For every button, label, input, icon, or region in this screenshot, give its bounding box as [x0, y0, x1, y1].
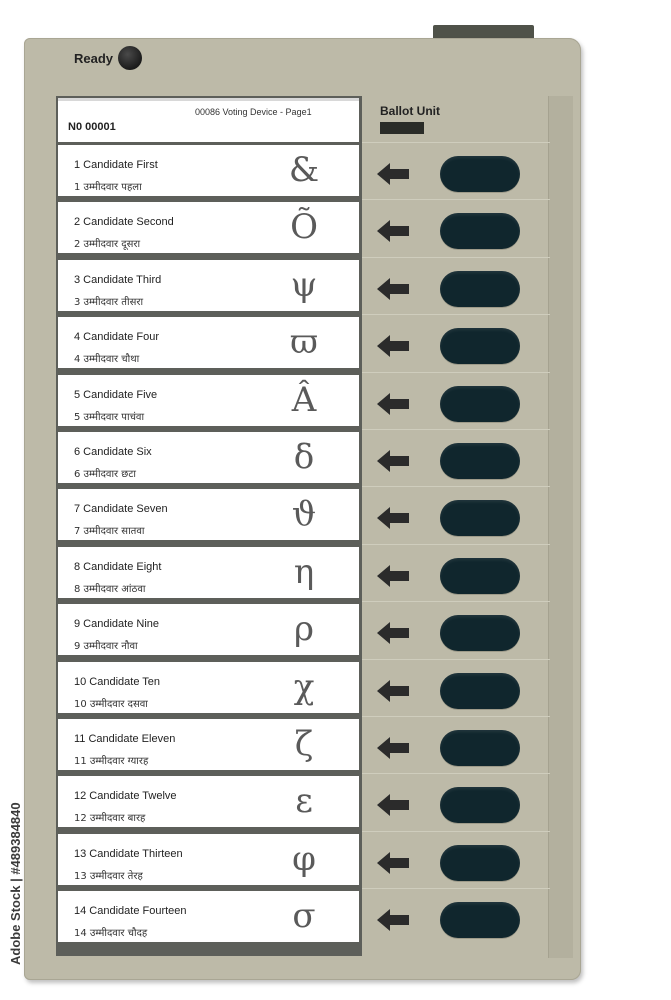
arrow-left-icon: [377, 335, 409, 357]
ready-label: Ready: [74, 51, 114, 66]
arrow-left-icon: [377, 507, 409, 529]
vote-button[interactable]: [440, 730, 520, 766]
ballot-unit-indicator: [380, 122, 424, 134]
candidate-card: [58, 260, 359, 311]
row-divider: [362, 486, 550, 487]
candidate-name-hindi: 10 उम्मीदवार दसवा: [74, 699, 148, 710]
party-symbol: ϖ: [290, 322, 318, 362]
vote-button[interactable]: [440, 500, 520, 536]
row-divider: [362, 142, 550, 143]
row-divider: [362, 888, 550, 889]
candidate-name-hindi: 2 उम्मीदवार दूसरा: [74, 239, 141, 250]
arrow-left-icon: [377, 737, 409, 759]
vote-button[interactable]: [440, 787, 520, 823]
row-divider: [362, 372, 550, 373]
arrow-left-icon: [377, 278, 409, 300]
candidate-name-hindi: 8 उम्मीदवार आंठवा: [74, 584, 146, 595]
row-divider: [362, 773, 550, 774]
candidate-card: [58, 489, 359, 540]
candidate-card: [58, 604, 359, 655]
party-symbol: φ: [292, 839, 316, 879]
arrow-left-icon: [377, 852, 409, 874]
arrow-left-icon: [377, 909, 409, 931]
vote-button[interactable]: [440, 558, 520, 594]
candidate-name-hindi: 7 उम्मीदवार सातवा: [74, 526, 145, 537]
candidate-name: 11 Candidate Eleven: [74, 733, 176, 745]
arrow-left-icon: [377, 622, 409, 644]
party-symbol: &: [288, 150, 320, 190]
candidate-card: [58, 719, 359, 770]
candidate-card: [58, 547, 359, 598]
row-divider: [362, 659, 550, 660]
party-symbol: ε: [295, 781, 313, 821]
vote-button[interactable]: [440, 156, 520, 192]
row-divider: [362, 257, 550, 258]
device-right-rail: [548, 96, 573, 958]
candidate-name-hindi: 9 उम्मीदवार नौवा: [74, 641, 138, 652]
row-divider: [362, 601, 550, 602]
vote-button[interactable]: [440, 213, 520, 249]
candidate-name: 5 Candidate Five: [74, 389, 158, 401]
party-symbol: Õ: [290, 207, 318, 247]
candidate-card: [58, 891, 359, 942]
arrow-left-icon: [377, 163, 409, 185]
candidate-name-hindi: 14 उम्मीदवार चौदह: [74, 928, 148, 939]
candidate-name: 6 Candidate Six: [74, 446, 152, 458]
party-symbol: η: [293, 552, 315, 592]
vote-button[interactable]: [440, 673, 520, 709]
candidate-name: 14 Candidate Fourteen: [74, 905, 187, 917]
candidate-name-hindi: 11 उम्मीदवार ग्यारह: [74, 756, 149, 767]
arrow-left-icon: [377, 220, 409, 242]
candidate-name: 9 Candidate Nine: [74, 618, 160, 630]
candidate-name: 3 Candidate Third: [74, 274, 162, 286]
candidate-name-hindi: 4 उम्मीदवार चौथा: [74, 354, 140, 365]
candidate-name-hindi: 3 उम्मीदवार तीसरा: [74, 297, 144, 308]
row-divider: [362, 544, 550, 545]
vote-button[interactable]: [440, 386, 520, 422]
candidate-card: [58, 317, 359, 368]
vote-button[interactable]: [440, 615, 520, 651]
party-symbol: δ: [293, 437, 315, 477]
vote-button[interactable]: [440, 328, 520, 364]
candidate-name: 8 Candidate Eight: [74, 561, 162, 573]
candidate-card: [58, 662, 359, 713]
candidate-card: [58, 375, 359, 426]
vote-button[interactable]: [440, 443, 520, 479]
candidate-card: [58, 776, 359, 827]
watermark-text: Adobe Stock | #489384840: [8, 802, 23, 965]
vote-button[interactable]: [440, 271, 520, 307]
vote-button[interactable]: [440, 902, 520, 938]
row-divider: [362, 199, 550, 200]
candidate-name: 1 Candidate First: [74, 159, 158, 171]
candidate-name: 10 Candidate Ten: [74, 676, 161, 688]
row-divider: [362, 716, 550, 717]
row-divider: [362, 429, 550, 430]
arrow-left-icon: [377, 393, 409, 415]
device-page-label: 00086 Voting Device - Page1: [195, 107, 312, 117]
candidate-name-hindi: 6 उम्मीदवार छटा: [74, 469, 136, 480]
party-symbol: ρ: [294, 609, 314, 649]
party-symbol: ψ: [290, 265, 318, 305]
candidate-card: [58, 145, 359, 196]
party-symbol: Â: [291, 380, 317, 420]
party-symbol: σ: [292, 896, 316, 936]
candidate-name: 7 Candidate Seven: [74, 503, 168, 515]
arrow-left-icon: [377, 565, 409, 587]
party-symbol: ϑ: [291, 494, 317, 534]
party-symbol: χ: [293, 667, 315, 707]
arrow-left-icon: [377, 450, 409, 472]
candidate-name-hindi: 1 उम्मीदवार पहला: [74, 182, 142, 193]
candidate-name: 12 Candidate Twelve: [74, 790, 177, 802]
candidate-name-hindi: 13 उम्मीदवार तेरह: [74, 871, 143, 882]
ready-led-icon: [118, 46, 142, 70]
candidate-name: 13 Candidate Thirteen: [74, 848, 183, 860]
party-symbol: ζ: [294, 724, 314, 764]
arrow-left-icon: [377, 794, 409, 816]
candidate-name-hindi: 5 उम्मीदवार पाचंवा: [74, 412, 145, 423]
candidate-card: [58, 432, 359, 483]
vote-button[interactable]: [440, 845, 520, 881]
candidate-name: 4 Candidate Four: [74, 331, 159, 343]
candidate-card: [58, 834, 359, 885]
ballot-header-card: [58, 98, 359, 142]
ballot-unit-label: Ballot Unit: [380, 104, 440, 118]
arrow-left-icon: [377, 680, 409, 702]
serial-number: N0 00001: [68, 121, 116, 133]
candidate-name-hindi: 12 उम्मीदवार बारह: [74, 813, 146, 824]
row-divider: [362, 314, 550, 315]
candidate-card: [58, 202, 359, 253]
row-divider: [362, 831, 550, 832]
candidate-name: 2 Candidate Second: [74, 216, 174, 228]
